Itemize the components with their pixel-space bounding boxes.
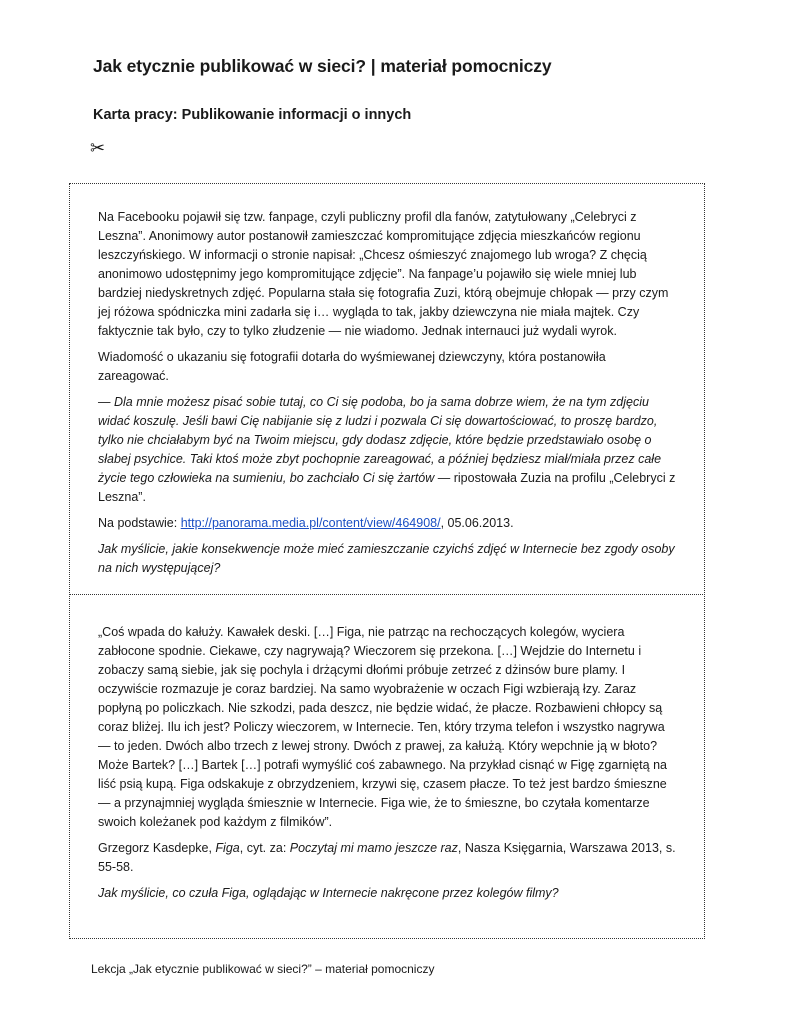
page-title: Jak etycznie publikować w sieci? | materiał pomocniczy [93, 56, 552, 76]
citation-mid: , cyt. za: [239, 841, 290, 855]
worksheet-card-figa [69, 594, 705, 939]
card2-paragraph-1: „Coś wpada do kałuży. Kawałek deski. […] Figa, nie patrząc na rechoczących kolegów, wyciera zabłocone spodnie. Ciekawe, czy nagrywają? Wieczorem się przekona. […] Wejdzie do Internetu i zobaczy samą siebie, jak się pochyla i drżącymi dłońmi próbuje zetrzeć z dżinsów bure plamy. I oczywiście rozmazuje je coraz bardziej. Na samo wyobrażenie w oczach Figi wzbierają łzy. Zaraz popłyną po policzkach. Nie szkodzi, pada deszcz, nie będzie widać, że płacze. Rozbawieni chłopcy są coraz bliżej. Ilu ich jest? Policzy wieczorem, w Internecie. Ten, który trzyma telefon i wszystko nagrywa — to jeden. Dwóch albo trzech z lewej strony. Dwóch z prawej, za kałużą. Który wepchnie ją w błoto? Może Bartek? […] Bartek […] potrafi wymyślić coś zabawnego. Na przykład cisnąć w Figę zgarniętą na liść psią kupą. Figa odskakuje z obrzydzeniem, krzywi się, czasem płacze. To też jest bardzo śmieszne — a przynajmniej wygląda śmiesznie w Internecie. Figa wie, że to śmieszne, bo czytała komentarze swoich koleżanek pod każdym z filmików”. [98, 625, 667, 829]
card1-paragraph-2: Wiadomość o ukazaniu się fotografii dotarła do wyśmiewanej dziewczyny, która postanowiła zareagować. [98, 350, 606, 383]
source-link[interactable]: http://panorama.media.pl/content/view/464908/ [180, 516, 441, 530]
card2-question: Jak myślicie, co czuła Figa, oglądając w Internecie nakręcone przez kolegów filmy? [98, 886, 559, 900]
page-footer: Lekcja „Jak etycznie publikować w sieci?” – materiał pomocniczy [91, 962, 435, 976]
citation-author: Grzegorz Kasdepke, [98, 841, 216, 855]
citation-rest: , Nasza Księgarnia, Warszawa 2013, s. 55-58. [98, 841, 676, 874]
citation-title: Figa [215, 841, 240, 855]
card1-quote-text: — Dla mnie możesz pisać sobie tutaj, co Ci się podoba, bo ja sama dobrze wiem, że na tym zdjęciu widać koszulę. Jeśli bawi Cię nabijanie się z ludzi i pozwala Ci się dowartościować, to proszę bardzo, tylko nie chciałabym być na Twoim miejscu, gdy dodasz zdjęcie, które będzie przedstawiało osobę o słabej psychice. Taki ktoś może zbyt pochopnie zareagować, a później będziesz miał/miała przez całe życie tego człowieka na sumieniu, bo zachciało Ci się żartów [98, 395, 662, 485]
card1-source-suffix: , 05.06.2013. [440, 516, 514, 530]
card1-source [98, 514, 676, 533]
card1-quote-suffix: — ripostowała Zuzia na profilu „Celebryci z Leszna”. [98, 471, 676, 504]
citation-book: Poczytaj mi mamo jeszcze raz [289, 841, 458, 855]
worksheet-card-facebook [69, 183, 705, 595]
worksheet-subtitle: Karta pracy: Publikowanie informacji o innych [93, 107, 412, 123]
card1-source-prefix: Na podstawie: [98, 516, 181, 530]
scissors-icon: ✂ [90, 138, 106, 159]
card2-citation [98, 839, 676, 877]
card1-quote [98, 393, 676, 507]
card1-paragraph-1: Na Facebooku pojawił się tzw. fanpage, czyli publiczny profil dla fanów, zatytułowany „Celebryci z Leszna”. Anonimowy autor postanowił zamieszczać kompromitujące zdjęcia mieszkańców regionu leszczyńskiego. W informacji o stronie napisał: „Chcesz ośmieszyć znajomego lub wroga? Z chęcią anonimowo udostępnimy jego kompromitujące zdjęcie”. Na fanpage’u pojawiło się wiele mniej lub bardziej niedyskretnych zdjęć. Popularna stała się fotografia Zuzi, którą obejmuje chłopak — przy czym jej różowa spódniczka mini zadarła się i… wygląda to tak, jakby dziewczyna nie miała majtek. Czy faktycznie tak było, czy to tylko złudzenie — nie wiadomo. Jednak internauci już wydali wyrok. [98, 210, 669, 338]
card1-question: Jak myślicie, jakie konsekwencje może mieć zamieszczanie czyichś zdjęć w Internecie bez zgody osoby na nich występującej? [98, 542, 675, 575]
